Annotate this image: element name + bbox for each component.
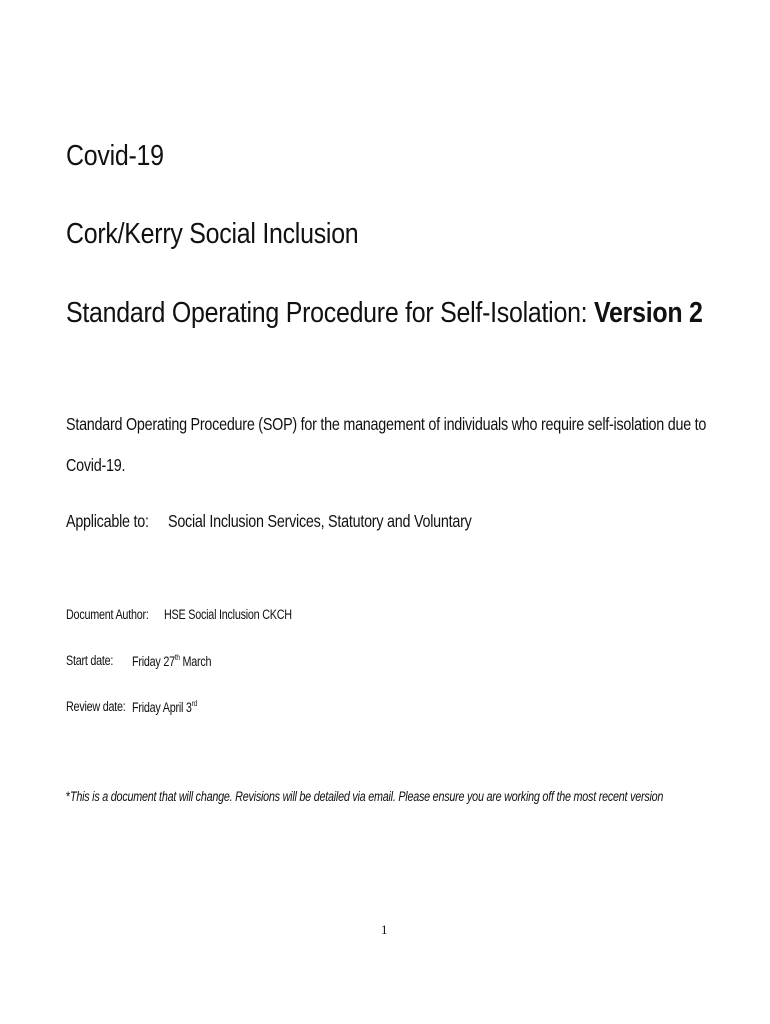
- start-date-suffix: th: [174, 653, 180, 662]
- start-date-value: [132, 653, 211, 669]
- title-covid: Covid-19: [66, 140, 164, 172]
- title-organisation: Cork/Kerry Social Inclusion: [66, 218, 359, 250]
- description-line-2: Covid-19.: [66, 455, 126, 475]
- revision-note-text: This is a document that will change. Revisions will be detailed via email. Please ensure you are working off the most recent version: [69, 789, 664, 804]
- title-sop: [66, 297, 703, 330]
- review-date-label: Review date:: [66, 699, 126, 714]
- applicable-label: Applicable to:: [66, 511, 149, 531]
- description-line-1: Standard Operating Procedure (SOP) for the management of individuals who require self-isolation due to: [66, 414, 707, 434]
- review-date-value: [132, 699, 197, 715]
- start-date-label: Start date:: [66, 653, 114, 668]
- author-value: HSE Social Inclusion CKCH: [164, 607, 292, 622]
- review-date-suffix: rd: [191, 699, 197, 708]
- start-date-day: Friday 27: [132, 654, 175, 669]
- review-date-day: Friday April 3: [132, 700, 192, 715]
- revision-note: [66, 789, 663, 804]
- title-sop-version: Version 2: [594, 297, 703, 329]
- revision-note-asterisk: *: [66, 789, 70, 804]
- start-date-month: March: [179, 654, 212, 669]
- applicable-value: Social Inclusion Services, Statutory and Voluntary: [168, 511, 472, 531]
- author-label: Document Author:: [66, 607, 149, 622]
- title-sop-prefix: Standard Operating Procedure for Self-Isolation:: [66, 297, 595, 329]
- page-number: 1: [381, 922, 388, 937]
